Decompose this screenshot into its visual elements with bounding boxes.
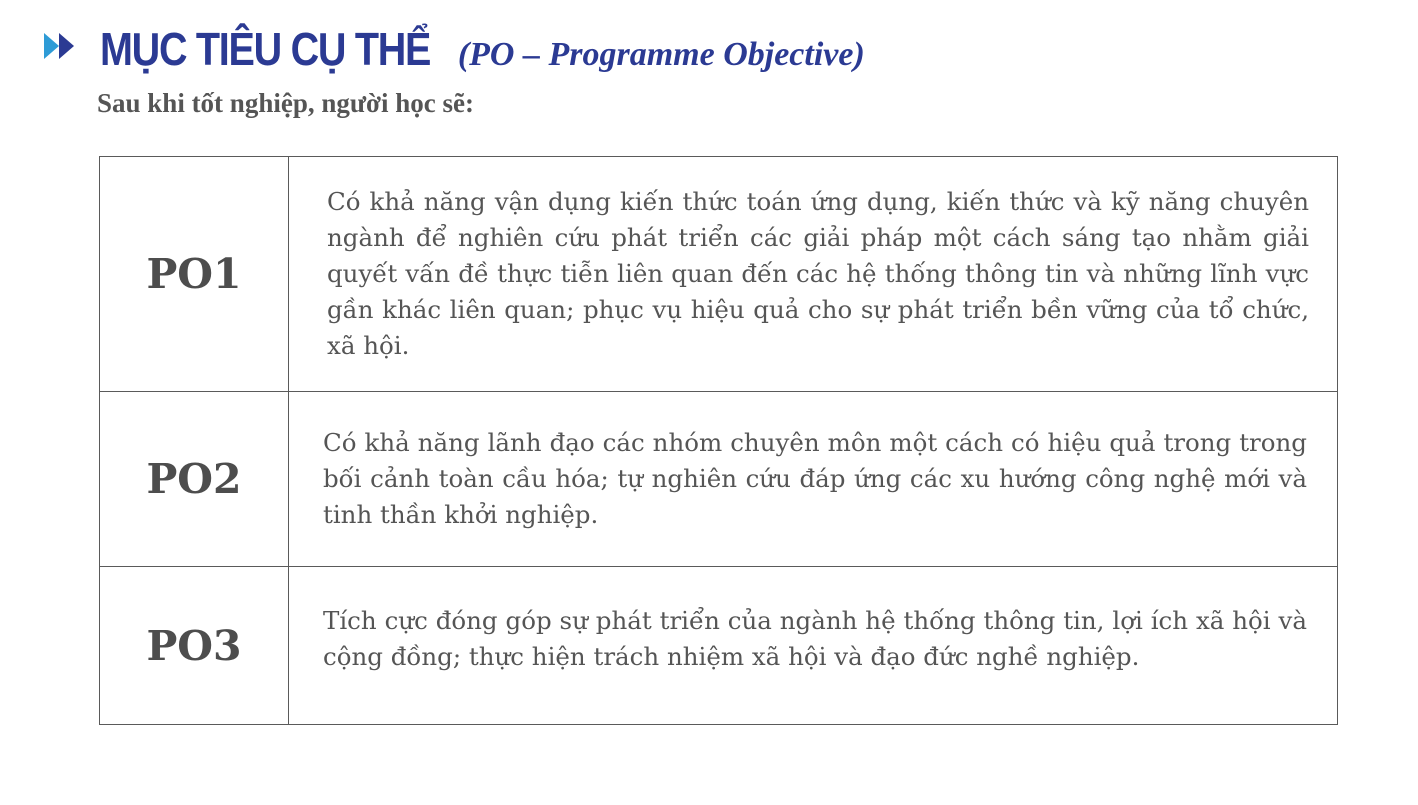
table-row	[100, 157, 1338, 392]
objective-code: PO2	[100, 392, 289, 567]
page-title-subtitle: (PO – Programme Objective)	[457, 36, 865, 73]
table-row	[100, 392, 1338, 567]
objective-code: PO1	[100, 157, 289, 392]
objective-code: PO3	[100, 567, 289, 725]
intro-text: Sau khi tốt nghiệp, người học sẽ:	[97, 88, 474, 118]
slide-header	[44, 22, 865, 76]
objective-description: Có khả năng lãnh đạo các nhóm chuyên môn một cách có hiệu quả trong trong bối cảnh toàn cầu hóa; tự nghiên cứu đáp ứng các xu hướng công nghệ mới và tinh thần khởi nghiệp.	[289, 392, 1338, 567]
objective-description: Có khả năng vận dụng kiến thức toán ứng dụng, kiến thức và kỹ năng chuyên ngành để nghiên cứu phát triển các giải pháp một cách sáng tạo nhằm giải quyết vấn đề thực tiễn liên quan đến các hệ thống thông tin và những lĩnh vực gần khác liên quan; phục vụ hiệu quả cho sự phát triển bền vững của tổ chức, xã hội.	[289, 157, 1338, 392]
objective-description: Tích cực đóng góp sự phát triển của ngành hệ thống thông tin, lợi ích xã hội và cộng đồng; thực hiện trách nhiệm xã hội và đạo đức nghề nghiệp.	[289, 567, 1338, 725]
table-row	[100, 567, 1338, 725]
page-title: MỤC TIÊU CỤ THỂ	[100, 23, 431, 75]
objectives-table	[99, 156, 1338, 725]
double-chevron-right-icon	[44, 33, 78, 59]
